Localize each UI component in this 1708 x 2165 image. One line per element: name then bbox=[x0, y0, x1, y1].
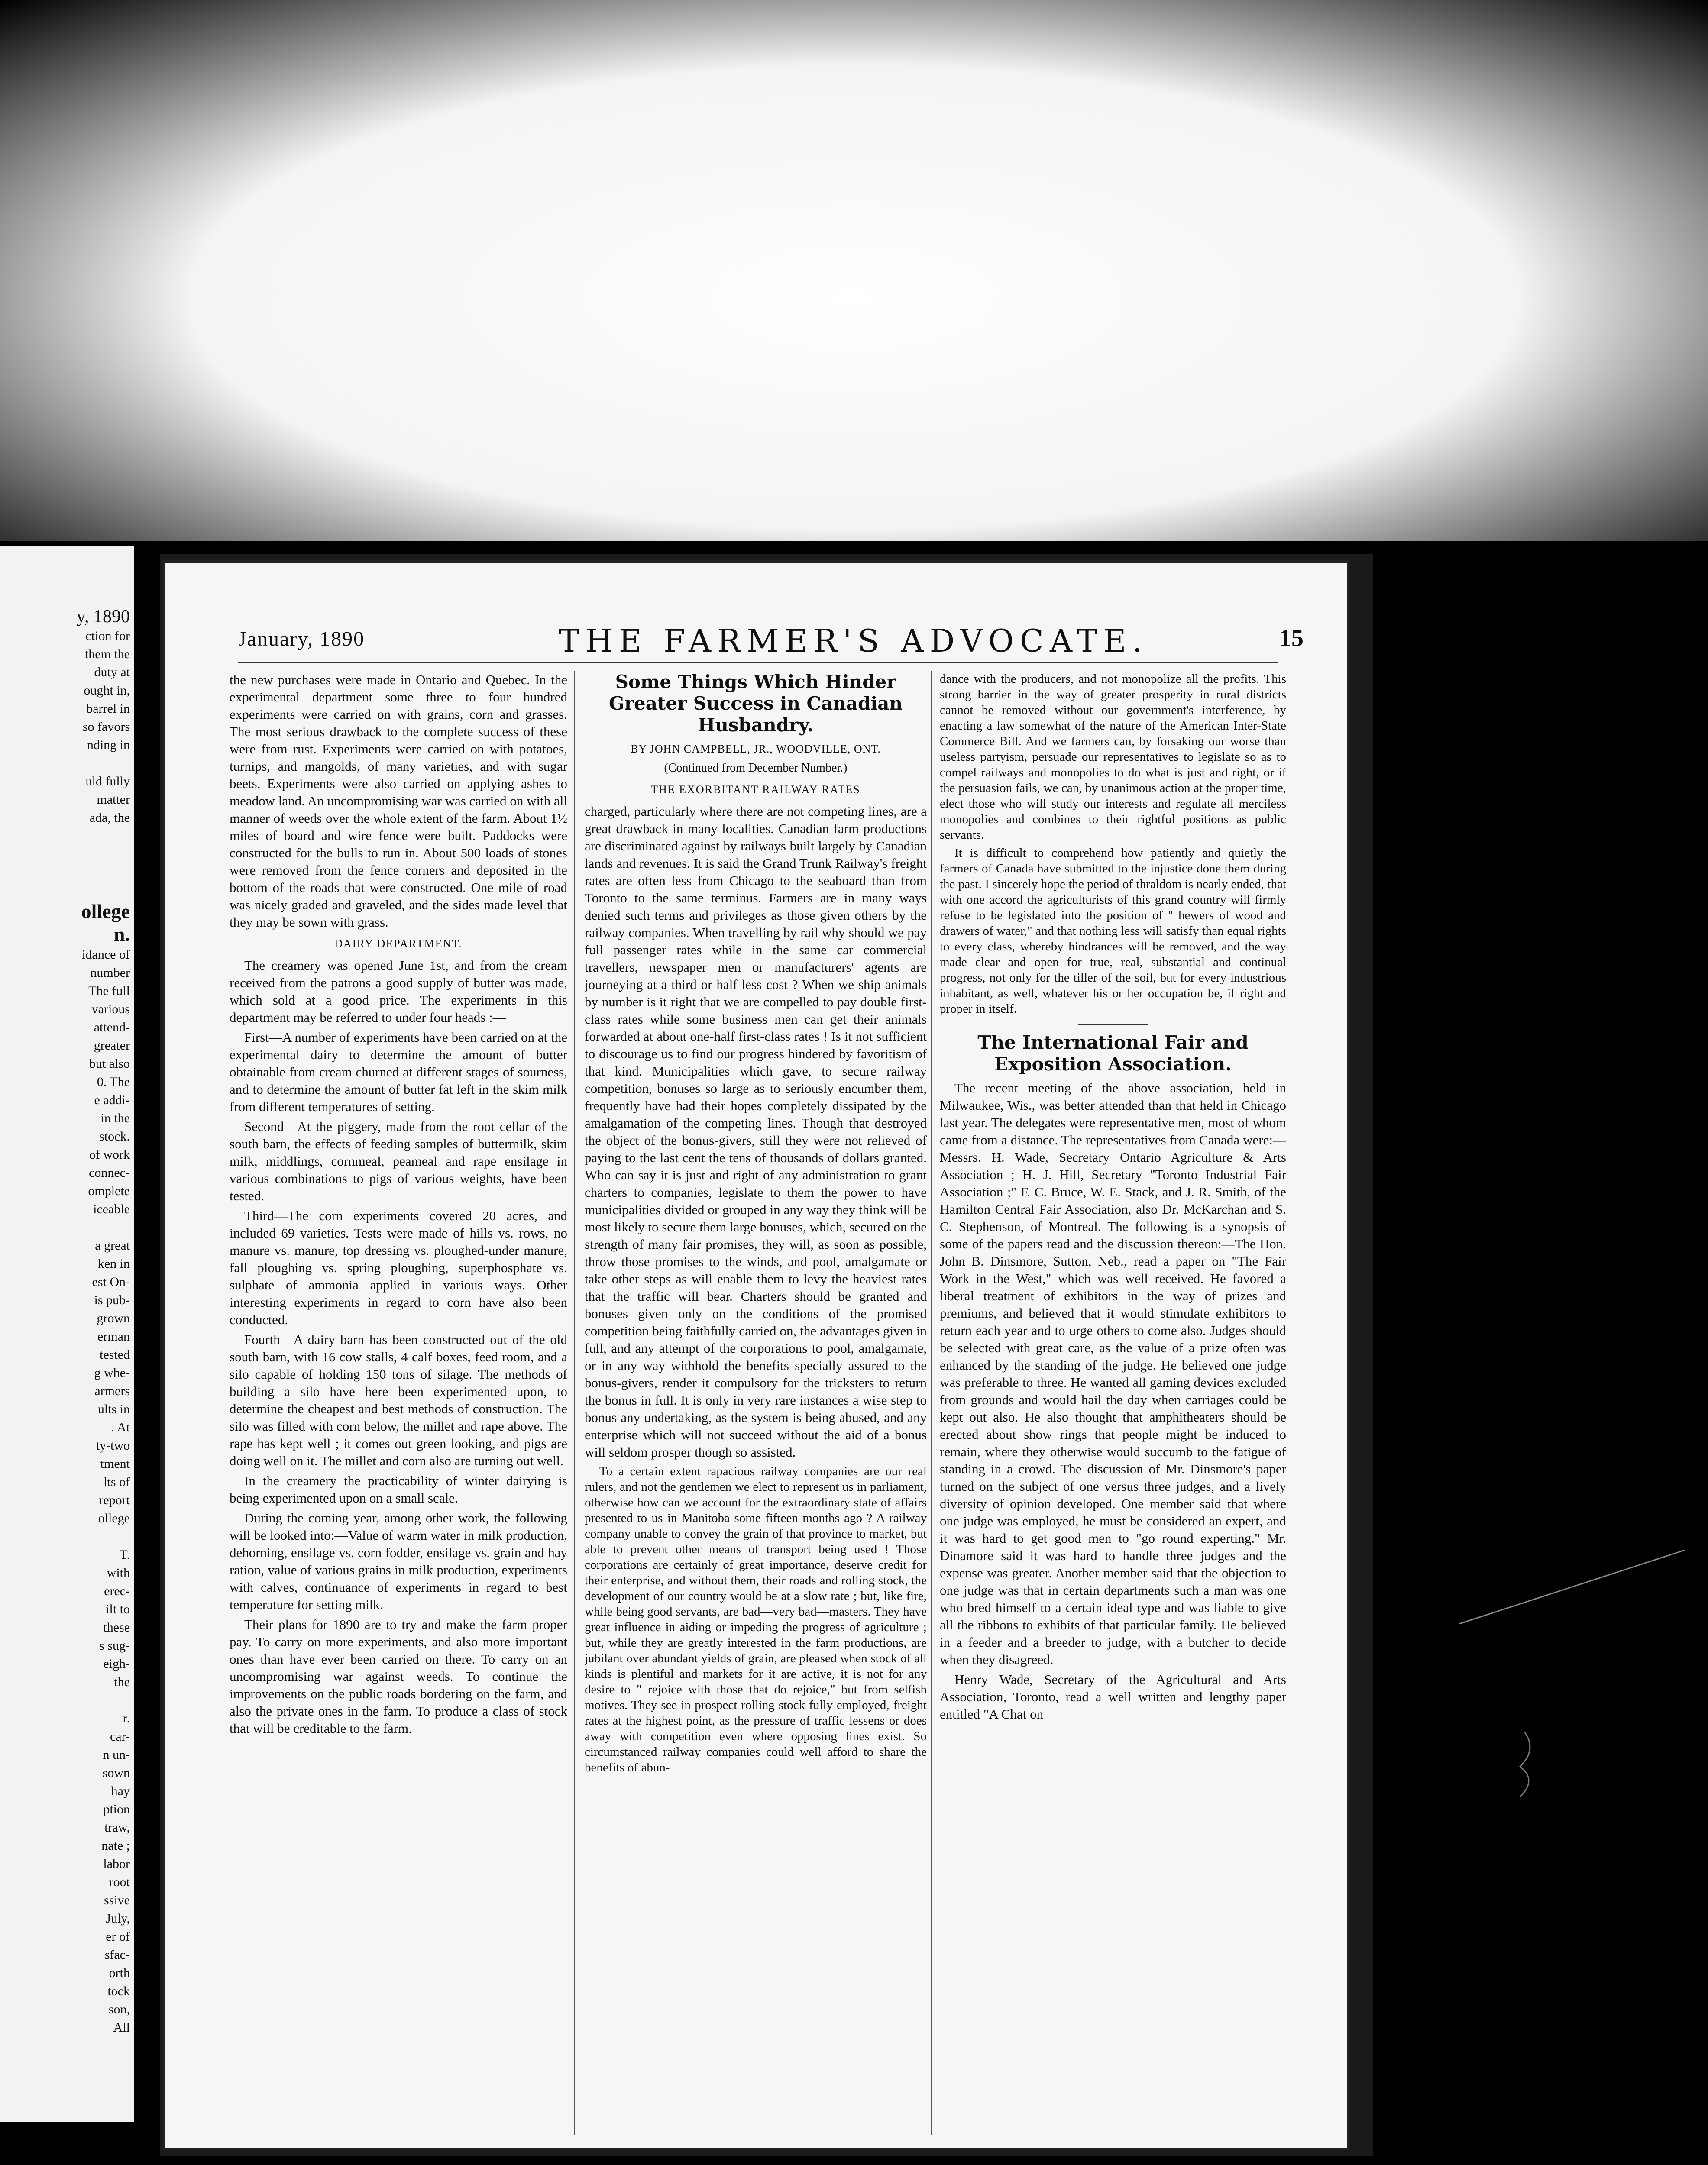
adjacent-page-line: traw, bbox=[104, 1820, 130, 1835]
adjacent-page-line: ought in, bbox=[84, 683, 130, 698]
paragraph: Their plans for 1890 are to try and make the farm proper pay. To carry on more experiments, and also more important ones than have ever been carried on there. To carry on an uncompromising war against weeds. To continue the improvements on the public roads bordering on the farm, and also the private ones in the farm. To produce a class of stock that will be creditable to the farm. bbox=[230, 1617, 567, 1736]
adjacent-page-line: idance of bbox=[82, 947, 130, 962]
adjacent-page-line: e addi- bbox=[94, 1093, 130, 1107]
section-subheading: THE EXORBITANT RAILWAY RATES bbox=[651, 783, 860, 796]
continued-note: (Continued from December Number.) bbox=[664, 761, 848, 775]
adjacent-page-line: attend- bbox=[94, 1020, 130, 1034]
column-3 bbox=[940, 671, 1286, 2143]
adjacent-page-line: a great bbox=[95, 1238, 130, 1253]
adjacent-page-line: with bbox=[107, 1566, 130, 1580]
adjacent-page-line: stock. bbox=[99, 1129, 130, 1144]
adjacent-page-line bbox=[0, 882, 134, 900]
column-2 bbox=[585, 671, 927, 2143]
adjacent-page-line: in the bbox=[100, 1111, 130, 1125]
adjacent-page-line: matter bbox=[97, 792, 130, 807]
adjacent-page-line: ada, the bbox=[89, 811, 130, 825]
adjacent-page-line: ssive bbox=[104, 1893, 130, 1907]
paragraph: First—A number of experiments have been carried on at the experimental dairy to determine the amount of butter obtainable from cream churned at different stages of sourness, and to determine the amount of butter fat left in the skim milk from different temperatures of setting. bbox=[230, 1030, 567, 1114]
adjacent-page-line: nding in bbox=[87, 738, 130, 752]
adjacent-page-line: lts of bbox=[104, 1475, 130, 1489]
adjacent-page-line: is pub- bbox=[94, 1293, 130, 1307]
adjacent-page-line: uld fully bbox=[85, 774, 130, 788]
paragraph: Fourth—A dairy barn has been constructed out of the old south barn, with 16 cow stalls, 4 calf boxes, feed room, and a silo capable of holding 150 tons of silage. The methods of building a silo have here been experimented upon, to determine the cheapest and best methods of construction. The silo was filled with corn below, the millet and rape above. The rape has kept well ; it comes out green looking, and pigs are doing well on it. The millet and corn also are turning out well. bbox=[230, 1332, 567, 1468]
adjacent-page-line: iceable bbox=[93, 1202, 130, 1216]
issue-date: January, 1890 bbox=[238, 627, 365, 650]
adjacent-page-line: ilt to bbox=[106, 1602, 130, 1616]
adjacent-page-line bbox=[0, 863, 134, 882]
adjacent-page-line: greater bbox=[94, 1038, 130, 1053]
article-title: Some Things Which Hinder Greater Success in Canadian Husbandry. bbox=[608, 671, 903, 736]
paragraph: In the creamery the practicability of winter dairying is being experimented upon on a small scale. bbox=[230, 1473, 567, 1506]
adjacent-page-line: them the bbox=[84, 647, 130, 661]
paragraph: charged, particularly where there are not competing lines, are a great drawback in many localities. Canadian farm productions are discriminated against by railways built largely by Canadian lands and revenues. It is said the Grand Trunk Railway's freight rates are often less from Chicago to the seaboard than from Toronto to the same terminus. Farmers are in many ways denied such terms and privileges as those given others by the railway companies. When travelling by rail why should we pay full passenger rates while in the same car commercial travellers, newspaper men or manufacturers' agents are journeying at a third or half less cost ? When we ship animals by number is it right that we are compelled to pay double first-class rates while some business men can get their animals forwarded at about one-half first-class rates ! Is it not sufficient to discourage us to find our progress hindered by favoritism of that kind. Municipalities which gave, to secure railway competition, bonuses so large as to seriously encumber them, frequently have had their hopes completely dissipated by the amalgamation of the competing lines. Though that destroyed the object of the bonus-givers, still they were not relieved of paying to the last cent the tens of thousands of dollars granted. Who can say it is just and right of any administration to grant charters to companies, legislate to them the power to have municipalities divided or grouped in any way they think will be most likely to secure them large bonuses, which, secured on the strength of many fair promises, they will, as soon as possible, throw those promises to the winds, and pool, amalgamate or take other steps as will enable them to levy the heaviest rates that the traffic will bear. Charters should be granted and bonuses given only on the conditions of the promised competition being faithfully carried on, the advantages given in full, and any attempt of the corporations to pool, amalgamate, or in any way withhold the benefits specially assured to the bonus-givers, render it compulsory for the tricksters to return the bonus in full. It is only in very rare instances a wise step to bonus any undertaking, as the system is being abused, and any enterprise which will not succeed without the aid of a bonus will seldom prosper though so assisted. bbox=[585, 804, 927, 1460]
newspaper-page bbox=[165, 563, 1347, 2148]
divider bbox=[1078, 1024, 1148, 1025]
adjacent-page-line: the bbox=[114, 1675, 130, 1689]
adjacent-page-line: 0. The bbox=[97, 1075, 130, 1089]
adjacent-page-line bbox=[0, 845, 134, 863]
column-rule bbox=[931, 671, 932, 2135]
article-title: The International Fair and Exposition Association. bbox=[977, 1032, 1249, 1075]
paragraph: During the coming year, among other work, the following will be looked into:—Value of warm water in milk production, dehorning, ensilage vs. corn fodder, ensilage vs. grain and hay ration, value of various grains in milk production, experiments with calves, continuance of experiments in regard to best temperature for setting milk. bbox=[230, 1510, 567, 1612]
adjacent-page-line: omplete bbox=[88, 1184, 130, 1198]
adjacent-page-line: ption bbox=[103, 1802, 130, 1816]
adjacent-page-line: but also bbox=[89, 1057, 130, 1071]
adjacent-page-line: g whe- bbox=[94, 1366, 130, 1380]
adjacent-page-line bbox=[0, 827, 134, 845]
margin-annotation-lines bbox=[1459, 1550, 1685, 1853]
paragraph: It is difficult to comprehend how patiently and quietly the farmers of Canada have submitted to the injustice done them during the past. I sincerely hope the period of thraldom is nearly ended, that with one accord the agriculturists of this grand country will firmly refuse to be legislated into the position of " hewers of wood and drawers of water," and that nothing less will satisfy than equal rights to every class, whereby hindrances will be removed, and the way made clear and open for true, real, substantial and continual progress, not only for the tiller of the soil, but for every industrious inhabitant, as well, whatever his or her occupation be, if right and proper in itself. bbox=[940, 846, 1286, 1016]
article-byline: BY JOHN CAMPBELL, JR., WOODVILLE, ONT. bbox=[631, 743, 881, 755]
adjacent-page-line: The full bbox=[88, 984, 130, 998]
adjacent-page bbox=[0, 546, 134, 2122]
adjacent-page-line: r. bbox=[123, 1711, 130, 1726]
adjacent-page-line: s sug- bbox=[99, 1638, 130, 1653]
adjacent-page-line: barrel in bbox=[86, 701, 130, 716]
adjacent-page-line: ollege bbox=[98, 1511, 130, 1525]
paragraph: The creamery was opened June 1st, and from the cream received from the patrons a good supply of butter was made, which sold at a good price. The experiments in this department may be referred to under four heads :— bbox=[230, 958, 567, 1025]
adjacent-page-line bbox=[0, 1691, 134, 1709]
adjacent-page-line: so favors bbox=[82, 720, 130, 734]
page-number: 15 bbox=[1279, 625, 1304, 652]
page-header bbox=[238, 623, 1304, 663]
adjacent-page-line: All bbox=[113, 2020, 130, 2035]
adjacent-page-line: nate ; bbox=[101, 1839, 130, 1853]
adjacent-page-line: July, bbox=[106, 1911, 130, 1926]
scan-background bbox=[0, 0, 1708, 541]
adjacent-page-line: connec- bbox=[89, 1166, 130, 1180]
column-1 bbox=[230, 671, 567, 2143]
adjacent-page-line: n un- bbox=[103, 1748, 130, 1762]
adjacent-page-line: ction for bbox=[85, 629, 130, 643]
adjacent-page-line: . At bbox=[111, 1420, 130, 1435]
paragraph: the new purchases were made in Ontario and Quebec. In the experimental department some three to four hundred experiments were carried on with grains, corn and grasses. The most serious drawback to the complete success of these were from rust. Experiments were carried on with potatoes, turnips, and mangolds, of many varieties, and with sugar beets. Experiments were also carried on applying ashes to meadow land. An uncompromising war was carried on with all manner of weeds over the whole extent of the farm. About 1½ miles of board and wire fence were built. Paddocks were constructed for the bulls to run in. About 500 loads of stones were removed from the fence corners and deposited in the bottom of the roads that were constructed. One mile of road was nicely graded and graveled, and the sides made level that they may be sown with grass. bbox=[230, 672, 567, 930]
adjacent-page-line: labor bbox=[103, 1857, 130, 1871]
adjacent-page-line: eigh- bbox=[103, 1657, 130, 1671]
section-subheading: DAIRY DEPARTMENT. bbox=[334, 937, 463, 950]
adjacent-page-line: est On- bbox=[92, 1275, 130, 1289]
adjacent-page-line: sown bbox=[102, 1766, 130, 1780]
paragraph: Second—At the piggery, made from the root cellar of the south barn, the effects of feeding samples of buttermilk, skim milk, middlings, cornmeal, peameal and rape ensilage in various combinations to pigs of various weights, have been tested. bbox=[230, 1119, 567, 1203]
adjacent-page-line: er of bbox=[106, 1929, 130, 1944]
adjacent-page-line: ken in bbox=[97, 1257, 130, 1271]
adjacent-page-line: ults in bbox=[97, 1402, 130, 1416]
adjacent-page-line: orth bbox=[109, 1966, 130, 1980]
adjacent-page-line: various bbox=[91, 1002, 130, 1016]
adjacent-page-line: tested bbox=[100, 1347, 130, 1362]
adjacent-page-line: hay bbox=[111, 1784, 130, 1798]
adjacent-page-text bbox=[0, 627, 134, 2037]
paragraph: Henry Wade, Secretary of the Agricultural and Arts Association, Toronto, read a well written and lengthy paper entitled "A Chat on bbox=[940, 1672, 1286, 1722]
adjacent-page-line: erec- bbox=[104, 1584, 130, 1598]
adjacent-page-line: these bbox=[103, 1620, 130, 1635]
adjacent-page-line bbox=[0, 1218, 134, 1237]
adjacent-page-line: car- bbox=[110, 1729, 130, 1744]
adjacent-page-line: report bbox=[99, 1493, 130, 1507]
adjacent-page-line: number bbox=[90, 966, 130, 980]
adjacent-page-line bbox=[0, 1528, 134, 1546]
adjacent-page-date: y, 1890 bbox=[76, 607, 130, 627]
adjacent-page-line: T. bbox=[120, 1548, 130, 1562]
paragraph: The recent meeting of the above association, held in Milwaukee, Wis., was better attended than that held in Chicago last year. The delegates were representative men, most of whom came from a distance. The representatives from Canada were:—Messrs. H. Wade, Secretary Ontario Agriculture & Arts Association ; H. J. Hill, Secretary "Toronto Industrial Fair Association ;" F. C. Bruce, W. E. Stack, and J. R. Smith, of the Hamilton Central Fair Association, also Dr. McKarchan and S. C. Stephenson, of Montreal. The following is a synopsis of some of the papers read and the discussion thereon:—The Hon. John B. Dinsmore, Sutton, Neb., read a paper on "The Fair Work in the West," which was well received. He favored a liberal treatment of exhibitors in the way of prizes and premiums, and believed that it would stimulate exhibitors to return each year and to urge others to come also. Judges should be selected with great care, as the value of a prize often was enhanced by the standing of the judge. He believed one judge was preferable to three. He wanted all gaming devices excluded from grounds and would hail the day when carriages could be kept out also. He also thought that amphitheaters should be erected about show rings that people might be induced to remain, where they otherwise would succumb to the fatigue of standing in a crowd. The discussion of Mr. Dinsmore's paper turned on the subject of one versus three judges, and a lively diversity of opinion developed. One member said that where one judge was employed, he must be considered an expert, and it was hard to get good men to "go round experting." Mr. Dinamore said it was hard to handle three judges and the expense was greater. Another member said that the objection to one judge was that in certain departments such a man was one who bred himself to a certain ideal type and was liable to give all the ribbons to exhibits of that particular family. He believed in a feeder and a breeder to judge, with a butcher to decide when they disagreed. bbox=[940, 1080, 1286, 1667]
adjacent-page-line: armers bbox=[94, 1384, 130, 1398]
adjacent-page-line: duty at bbox=[94, 665, 130, 679]
paragraph: To a certain extent rapacious railway companies are our real rulers, and not the gentlemen we elect to represent us in parliament, otherwise how can we account for the extraordinary state of affairs presented to us in Manitoba some fifteen months ago ? A railway company unable to convey the grain of that province to market, but able to prevent other means of transport being used ! Those corporations are certainly of great importance, deserve credit for their enterprise, and without them, their roads and rolling stock, the development of our country would be at a slow rate ; but, like fire, while being good servants, are bad—very bad—masters. They have great influence in aiding or impeding the progress of agriculture ; but, while they are greatly interested in the farm productions, are jubilant over abundant yields of grain, are pleased when stock of all kinds is plentiful and markets for it are active, it is not for any desire to " rejoice with those that do rejoice," but from selfish motives. They see in prospect rolling stock fully employed, freight rates at the highest point, as the pressure of traffic lessens or does away with competition even where opposing lines exist. So circumstanced railway companies could well afford to share the benefits of abun- bbox=[585, 1464, 927, 1774]
adjacent-page-heading: ollege n. bbox=[81, 900, 130, 945]
adjacent-page-line: grown bbox=[97, 1311, 130, 1325]
adjacent-page-line: root bbox=[109, 1875, 130, 1889]
adjacent-page-line: of work bbox=[89, 1147, 130, 1162]
adjacent-page-line bbox=[0, 754, 134, 772]
adjacent-page-line: son, bbox=[108, 2002, 130, 2016]
paragraph: dance with the producers, and not monopolize all the profits. This strong barrier in the way of greater prosperity in rural districts cannot be removed without our government's interference, by enacting a law somewhat of the nature of the American Inter-State Commerce Bill. And we farmers can, by forsaking our worse than useless partyism, persuade our representatives to legislate so as to compel railways and monopolies to do what is just and right, or if the persuasion fails, we can, by unanimous action at the proper time, elect those who will study our interests and regulate all merciless monopolies and combines to their rightful positions as public servants. bbox=[940, 672, 1286, 842]
adjacent-page-line: erman bbox=[97, 1329, 130, 1344]
paragraph: Third—The corn experiments covered 20 acres, and included 69 varieties. Tests were made of hills vs. rows, no manure vs. manure, top dressing vs. ploughed-under manure, fall ploughing vs. spring ploughing, superphosphate vs. sulphate of ammonia applied in various ways. Other interesting experiments in regard to corn have also been conducted. bbox=[230, 1208, 567, 1327]
adjacent-page-line: ty-two bbox=[96, 1438, 130, 1453]
masthead: THE FARMER'S ADVOCATE. bbox=[559, 623, 1148, 659]
column-rule bbox=[574, 671, 575, 2135]
adjacent-page-line: tock bbox=[107, 1984, 130, 1998]
adjacent-page-line: tment bbox=[100, 1457, 130, 1471]
adjacent-page-line: sfac- bbox=[104, 1948, 130, 1962]
